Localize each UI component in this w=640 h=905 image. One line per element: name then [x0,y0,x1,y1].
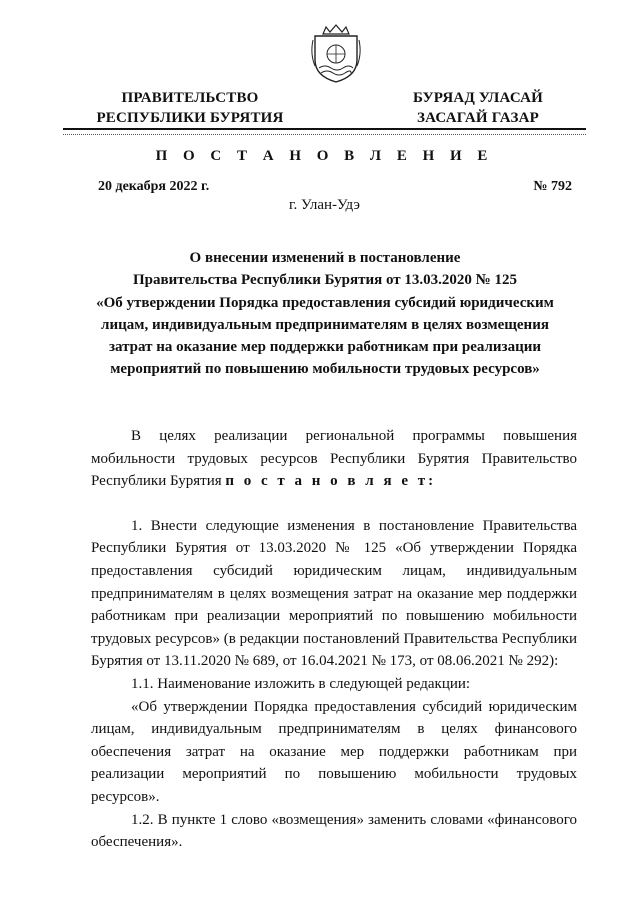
title-line: лицам, индивидуальным предпринимателям в целях возмещения [101,316,549,333]
republic-coat-of-arms-icon [309,24,363,84]
clause-1-1: 1.1. Наименование изложить в следующей редакции: [131,675,471,692]
title-line: «Об утверждении Порядка предоставления субсидий юридическим [96,294,554,311]
title-line: О внесении изменений в постановление [189,250,461,266]
document-date: 20 декабря 2022 г. [98,179,210,194]
document-title [70,247,580,381]
government-name-buryat [393,88,563,128]
clause-1: 1. Внести следующие изменения в постановление Правительства Республики Бурятия от 13.03.2020 № 125 «Об утверждении Порядка предоставления субсидий юридическим лицам, индивидуальным предпринимателям в целях возмещения затрат на оказание мер поддержки работникам при реализации мероприятий по повышению мобильности трудовых ресурсов» (в редакции постановлений Правительства Республики Бурятия от 13.11.2020 № 689, от 16.04.2021 № 173, от 08.06.2021 № 292): [91,517,577,670]
title-line: затрат на оказание мер поддержки работникам при реализации [108,339,542,356]
preamble-text: В целях реализации региональной программы повышения мобильности трудовых ресурсов Республики Бурятия Правительство Республики Бурятия [91,428,577,490]
clause-1-2: 1.2. В пункте 1 слово «возмещения» заменить словами «финансового обеспечения». [91,811,577,851]
government-name-line: БУРЯАД УЛАСАЙ [412,90,544,106]
header-divider [63,128,586,130]
preamble-paragraph [91,425,577,493]
document-body [91,425,577,854]
government-name-russian [90,88,290,128]
title-line: мероприятий по повышению мобильности трудовых ресурсов» [110,361,540,378]
document-number: № 792 [533,179,572,194]
clause-1-1-quote: «Об утверждении Порядка предоставления субсидий юридическим лицам, индивидуальным предпринимателям в целях финансового обеспечения затрат на оказание мер поддержки работникам при реализации мероприятий по повышению мобильности трудовых ресурсов». [91,698,577,805]
document-city: г. Улан-Удэ [288,197,360,213]
government-name-line: ЗАСАГАЙ ГАЗАР [417,110,539,126]
resolves-word: п о с т а н о в л я е т: [225,473,437,490]
header-divider-dotted [63,134,586,135]
document-type: П О С Т А Н О В Л Е Н И Е [155,148,494,164]
government-name-line: РЕСПУБЛИКИ БУРЯТИЯ [96,110,284,126]
title-line: Правительства Республики Бурятия от 13.03.2020 № 125 [132,272,517,289]
government-name-line: ПРАВИТЕЛЬСТВО [121,90,259,106]
